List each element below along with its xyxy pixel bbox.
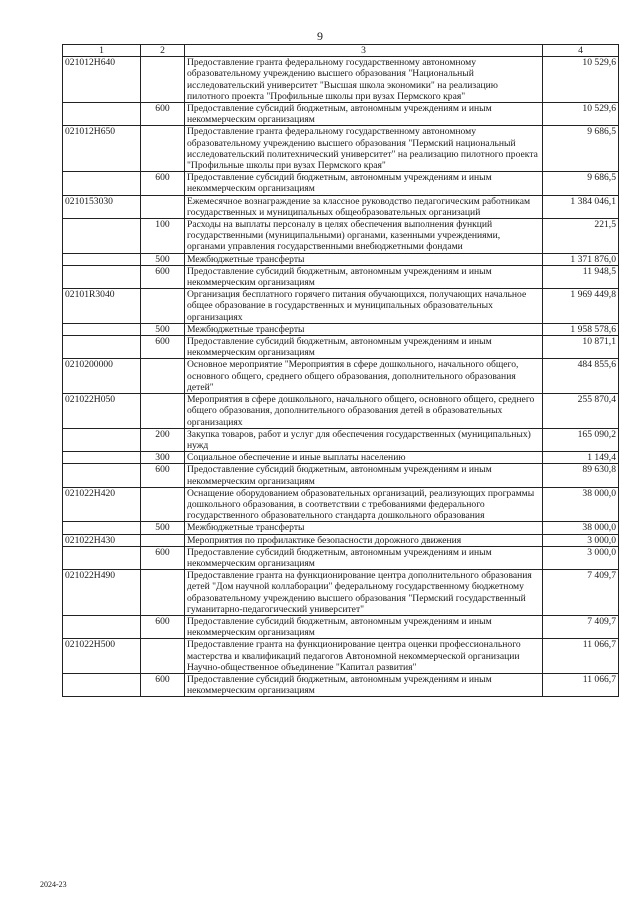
- column-number-row: [63, 45, 619, 57]
- expense-code: 021022Н420: [63, 487, 141, 522]
- expense-type: 600: [141, 336, 185, 359]
- table-row: [63, 487, 619, 522]
- table-row: [63, 195, 619, 218]
- expense-type: [141, 639, 185, 674]
- expense-amount: 255 870,4: [543, 394, 619, 429]
- expense-name: Предоставление гранта федеральному государственному автономному образовательному учреждению высшего образования "Пермский национальный исследовательский политехнический университет" на реализацию пилотного проекта "Профильные школы при вузах Пермского края": [185, 126, 543, 172]
- expense-code: [63, 464, 141, 487]
- expense-amount: 3 000,0: [543, 546, 619, 569]
- expense-amount: 11 066,7: [543, 639, 619, 674]
- expense-code: [63, 265, 141, 288]
- expense-amount: 3 000,0: [543, 534, 619, 546]
- expense-name: Расходы на выплаты персоналу в целях обеспечения выполнения функций государственными (муниципальными) органами, казенными учреждениями, органами управления государственными внебюджетными фондами: [185, 219, 543, 254]
- expense-type: [141, 570, 185, 616]
- expense-type: [141, 126, 185, 172]
- expense-amount: 165 090,2: [543, 428, 619, 451]
- expense-type: [141, 57, 185, 103]
- expense-amount: 10 529,6: [543, 57, 619, 103]
- expense-amount: 1 969 449,8: [543, 289, 619, 324]
- table-row: [63, 534, 619, 546]
- table-row: [63, 57, 619, 103]
- table-row: [63, 639, 619, 674]
- expense-type: 500: [141, 253, 185, 265]
- expense-name: Основное мероприятие "Мероприятия в сфере дошкольного, начального общего, основного общего, среднего общего образования, дополнительного образования детей": [185, 359, 543, 394]
- expense-code: 0210153030: [63, 195, 141, 218]
- expense-code: [63, 615, 141, 638]
- expense-amount: 7 409,7: [543, 615, 619, 638]
- expense-name: Предоставление гранта на функционирование центра дополнительного образования детей "Дом научной коллаборации" федеральному государственному бюджетному образовательному учреждению высшего образования "Пермский государственный гуманитарно-педагогический университет": [185, 570, 543, 616]
- table-row: [63, 289, 619, 324]
- expense-code: [63, 219, 141, 254]
- expense-code: 021012Н650: [63, 126, 141, 172]
- expense-name: Предоставление гранта федеральному государственному автономному образовательному учреждению высшего образования "Национальный исследовательский университет "Высшая школа экономики" на реализацию пилотного проекта "Профильные школы при вузах Пермского края": [185, 57, 543, 103]
- expense-type: [141, 289, 185, 324]
- expense-name: Ежемесячное вознаграждение за классное руководство педагогическим работникам государственных и муниципальных общеобразовательных организаций: [185, 195, 543, 218]
- expense-amount: 11 066,7: [543, 673, 619, 696]
- expense-type: 500: [141, 522, 185, 534]
- expense-amount: 1 958 578,6: [543, 323, 619, 335]
- table-row: [63, 522, 619, 534]
- table-row: [63, 172, 619, 195]
- expense-code: 021022Н490: [63, 570, 141, 616]
- expense-name: Организация бесплатного горячего питания обучающихся, получающих начальное общее образование в государственных и муниципальных образовательных организациях: [185, 289, 543, 324]
- expense-code: 021012Н640: [63, 57, 141, 103]
- table-row: [63, 546, 619, 569]
- expense-code: 02101R3040: [63, 289, 141, 324]
- expense-amount: 1 371 876,0: [543, 253, 619, 265]
- expense-amount: 10 529,6: [543, 103, 619, 126]
- expense-type: [141, 195, 185, 218]
- table-row: [63, 323, 619, 335]
- table-row: [63, 570, 619, 616]
- expense-code: 021022Н050: [63, 394, 141, 429]
- expense-code: [63, 323, 141, 335]
- table-row: [63, 103, 619, 126]
- expense-code: [63, 452, 141, 464]
- table-row: [63, 394, 619, 429]
- expense-name: Мероприятия по профилактике безопасности дорожного движения: [185, 534, 543, 546]
- expense-type: [141, 359, 185, 394]
- budget-table: [62, 44, 619, 697]
- expense-amount: 10 871,1: [543, 336, 619, 359]
- expense-name: Межбюджетные трансферты: [185, 323, 543, 335]
- table-row: [63, 452, 619, 464]
- expense-name: Предоставление субсидий бюджетным, автономным учреждениям и иным некоммерческим организациям: [185, 265, 543, 288]
- expense-name: Мероприятия в сфере дошкольного, начального общего, основного общего, среднего общего образования, дополнительного образования детей в образовательных организациях: [185, 394, 543, 429]
- expense-name: Социальное обеспечение и иные выплаты населению: [185, 452, 543, 464]
- expense-type: 600: [141, 265, 185, 288]
- expense-code: [63, 522, 141, 534]
- expense-name: Предоставление гранта на функционирование центра оценки профессионального мастерства и квалификаций педагогов Автономной некоммерческой организации Научно-общественное объединение "Капитал развития": [185, 639, 543, 674]
- expense-amount: 484 855,6: [543, 359, 619, 394]
- expense-code: 021022Н430: [63, 534, 141, 546]
- table-row: [63, 359, 619, 394]
- page-number: 9: [317, 29, 323, 43]
- expense-name: Предоставление субсидий бюджетным, автономным учреждениям и иным некоммерческим организациям: [185, 464, 543, 487]
- expense-amount: 7 409,7: [543, 570, 619, 616]
- expense-type: 600: [141, 673, 185, 696]
- expense-type: 100: [141, 219, 185, 254]
- expense-name: Закупка товаров, работ и услуг для обеспечения государственных (муниципальных) нужд: [185, 428, 543, 451]
- expense-amount: 9 686,5: [543, 172, 619, 195]
- expense-name: Предоставление субсидий бюджетным, автономным учреждениям и иным некоммерческим организациям: [185, 172, 543, 195]
- expense-type: [141, 394, 185, 429]
- expense-type: 200: [141, 428, 185, 451]
- expense-amount: 89 630,8: [543, 464, 619, 487]
- expense-code: 0210200000: [63, 359, 141, 394]
- expense-name: Межбюджетные трансферты: [185, 253, 543, 265]
- expense-amount: 38 000,0: [543, 522, 619, 534]
- expense-amount: 9 686,5: [543, 126, 619, 172]
- column-number-3: 3: [185, 45, 543, 57]
- column-number-1: 1: [63, 45, 141, 57]
- expense-code: [63, 103, 141, 126]
- expense-name: Межбюджетные трансферты: [185, 522, 543, 534]
- expense-code: [63, 336, 141, 359]
- expense-code: [63, 546, 141, 569]
- expense-code: [63, 428, 141, 451]
- expense-type: 600: [141, 615, 185, 638]
- table-row: [63, 428, 619, 451]
- expense-name: Предоставление субсидий бюджетным, автономным учреждениям и иным некоммерческим организациям: [185, 615, 543, 638]
- expense-amount: 38 000,0: [543, 487, 619, 522]
- expense-code: [63, 673, 141, 696]
- expense-code: [63, 253, 141, 265]
- expense-amount: 1 149,4: [543, 452, 619, 464]
- expense-name: Предоставление субсидий бюджетным, автономным учреждениям и иным некоммерческим организациям: [185, 546, 543, 569]
- expense-code: 021022Н500: [63, 639, 141, 674]
- expense-name: Предоставление субсидий бюджетным, автономным учреждениям и иным некоммерческим организациям: [185, 103, 543, 126]
- expense-type: 500: [141, 323, 185, 335]
- expense-amount: 221,5: [543, 219, 619, 254]
- expense-name: Предоставление субсидий бюджетным, автономным учреждениям и иным некоммерческим организациям: [185, 673, 543, 696]
- column-number-4: 4: [543, 45, 619, 57]
- table-row: [63, 673, 619, 696]
- table-row: [63, 265, 619, 288]
- expense-name: Предоставление субсидий бюджетным, автономным учреждениям и иным некоммерческим организациям: [185, 336, 543, 359]
- table-row: [63, 219, 619, 254]
- expense-name: Оснащение оборудованием образовательных организаций, реализующих программы дошкольного образования, в соответствии с требованиями федерального государственного образовательного стандарта дошкольного образования: [185, 487, 543, 522]
- table-row: [63, 464, 619, 487]
- table-row: [63, 253, 619, 265]
- expense-code: [63, 172, 141, 195]
- expense-type: [141, 534, 185, 546]
- expense-type: 600: [141, 103, 185, 126]
- expense-type: [141, 487, 185, 522]
- column-number-2: 2: [141, 45, 185, 57]
- expense-type: 300: [141, 452, 185, 464]
- table-row: [63, 336, 619, 359]
- expense-amount: 1 384 046,1: [543, 195, 619, 218]
- table-row: [63, 126, 619, 172]
- expense-type: 600: [141, 172, 185, 195]
- budget-table-body: [63, 45, 619, 697]
- footer-code: 2024-23: [40, 880, 67, 889]
- table-row: [63, 615, 619, 638]
- expense-type: 600: [141, 464, 185, 487]
- expense-amount: 11 948,5: [543, 265, 619, 288]
- expense-type: 600: [141, 546, 185, 569]
